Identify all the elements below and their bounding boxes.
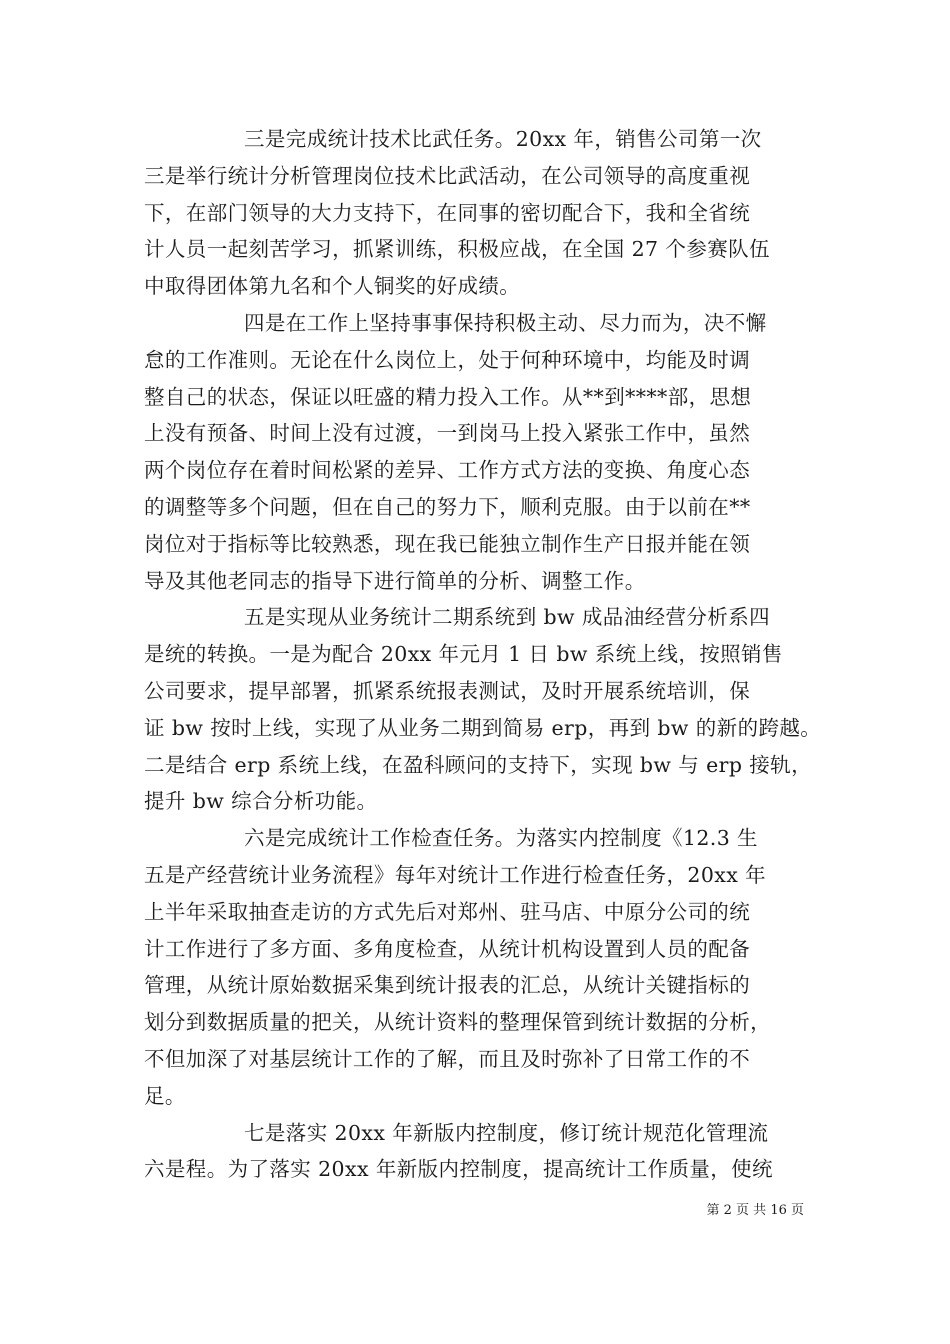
paragraph-line: 下，在部门领导的大力支持下，在同事的密切配合下，我和全省统 <box>144 200 751 225</box>
paragraph-first-line: 五是实现从业务统计二期系统到 bw 成品油经营分析系四 <box>244 605 771 630</box>
paragraph-line: 提升 bw 综合分析功能。 <box>144 789 378 814</box>
paragraph-line: 足。 <box>144 1083 186 1108</box>
paragraph-line: 三是举行统计分析管理岗位技术比武活动，在公司领导的高度重视 <box>144 163 751 188</box>
paragraph-line: 计工作进行了多方面、多角度检查，从统计机构设置到人员的配备 <box>144 936 751 961</box>
paragraph-first-line: 四是在工作上坚持事事保持积极主动、尽力而为，决不懈 <box>244 310 767 335</box>
paragraph-line: 是统的转换。一是为配合 20xx 年元月 1 日 bw 系统上线，按照销售 <box>144 642 783 667</box>
paragraph-line: 管理，从统计原始数据采集到统计报表的汇总，从统计关键指标的 <box>144 973 751 998</box>
paragraph-line: 两个岗位存在着时间松紧的差异、工作方式方法的变换、角度心态 <box>144 458 751 483</box>
paragraph-line: 岗位对于指标等比较熟悉，现在我已能独立制作生产日报并能在领 <box>144 531 751 556</box>
paragraph-first-line: 三是完成统计技术比武任务。20xx 年，销售公司第一次 <box>244 127 762 151</box>
paragraph-first-line: 七是落实 20xx 年新版内控制度，修订统计规范化管理流 <box>244 1120 769 1145</box>
paragraph-line: 怠的工作准则。无论在什么岗位上，处于何种环境中，均能及时调 <box>144 347 751 372</box>
document-body <box>144 121 824 1188</box>
paragraph-line: 上没有预备、时间上没有过渡，一到岗马上投入紧张工作中，虽然 <box>144 421 751 446</box>
page-number-footer: 第 2 页 共 16 页 <box>706 1203 804 1218</box>
paragraph-line: 计人员一起刻苦学习，抓紧训练，积极应战，在全国 27 个参赛队伍 <box>144 237 770 262</box>
paragraph-line: 证 bw 按时上线，实现了从业务二期到简易 erp，再到 bw 的新的跨越。 <box>144 715 822 740</box>
paragraph-line: 整自己的状态，保证以旺盛的精力投入工作。从**到****部，思想 <box>144 384 752 409</box>
paragraph-line: 导及其他老同志的指导下进行简单的分析、调整工作。 <box>144 568 646 593</box>
paragraph-line: 六是程。为了落实 20xx 年新版内控制度，提高统计工作质量，使统 <box>144 1157 773 1182</box>
paragraph-line: 的调整等多个问题，但在自己的努力下，顺利克服。由于以前在** <box>144 494 751 519</box>
paragraph-line: 公司要求，提早部署，抓紧系统报表测试，及时开展系统培训，保 <box>144 678 751 703</box>
paragraph-line: 二是结合 erp 系统上线，在盈科顾问的支持下，实现 bw 与 erp 接轨， <box>144 752 812 777</box>
paragraph-line: 划分到数据质量的把关，从统计资料的整理保管到统计数据的分析， <box>144 1010 771 1035</box>
paragraph-line: 五是产经营统计业务流程》每年对统计工作进行检查任务，20xx 年 <box>144 862 767 887</box>
paragraph-first-line: 六是完成统计工作检查任务。为落实内控制度《12.3 生 <box>244 826 758 851</box>
paragraph-line: 中取得团体第九名和个人铜奖的好成绩。 <box>144 274 521 299</box>
paragraph-line: 上半年采取抽查走访的方式先后对郑州、驻马店、中原分公司的统 <box>144 899 751 924</box>
paragraph-line: 不但加深了对基层统计工作的了解，而且及时弥补了日常工作的不 <box>144 1046 751 1071</box>
